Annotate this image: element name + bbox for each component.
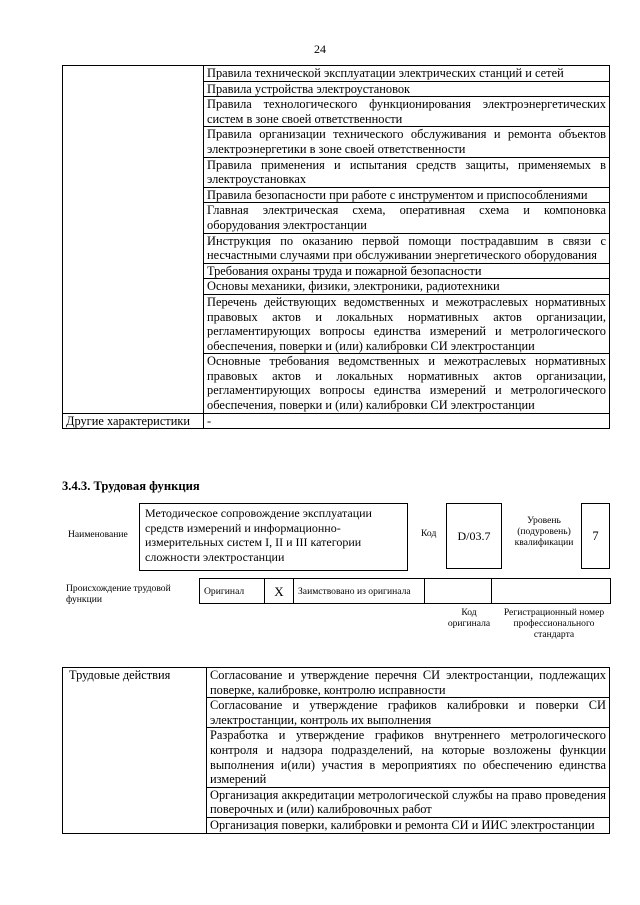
section-title: 3.4.3. Трудовая функция xyxy=(62,479,200,493)
registration-number-label: Регистрационный номер профессионального стандарта xyxy=(503,607,605,640)
qualification-level-label: Уровень (подуровень) квалификации xyxy=(514,515,574,548)
registration-number-cell xyxy=(492,579,611,604)
other-characteristics-value: - xyxy=(204,413,610,429)
qualification-level-box: 7 xyxy=(581,503,610,569)
origin-table xyxy=(199,578,611,604)
knowledge-table xyxy=(62,65,610,429)
other-characteristics-label: Другие характеристики xyxy=(63,413,204,429)
original-code-label: Код оригинала xyxy=(447,607,491,629)
table-row: Правила устройства электроустановок xyxy=(204,81,610,97)
page-number: 24 xyxy=(314,42,326,56)
original-label: Оригинал xyxy=(200,579,265,604)
table-row: Согласование и утверждение графиков калибровки и поверки СИ электростанции, контроль их выполнения xyxy=(207,698,610,728)
borrowed-label: Заимствовано из оригинала xyxy=(294,579,425,604)
original-code-cell xyxy=(425,579,492,604)
table-row: Правила безопасности при работе с инструментом и приспособлениями xyxy=(204,187,610,203)
original-mark: X xyxy=(265,579,294,604)
table-row: Правила технической эксплуатации электрических станций и сетей xyxy=(204,66,610,82)
table-row: Правила организации технического обслуживания и ремонта объектов электроэнергетики в зоне своей ответственности xyxy=(204,127,610,157)
label-cell-empty xyxy=(63,66,204,414)
table-row: Перечень действующих ведомственных и межотраслевых нормативных правовых актов и локальных нормативных актов организации, регламентирующих вопросы единства измерений и метрологического обеспечения, поверки и (или) калибровки СИ электростанции xyxy=(204,294,610,353)
name-label: Наименование xyxy=(68,529,128,540)
labor-actions-table xyxy=(62,667,610,834)
table-row: Разработка и утверждение графиков внутреннего метрологического контроля и надзора подразделений, на которые возложены функции выполнения и(или) участия в мероприятиях по обеспечению единства измерений xyxy=(207,728,610,787)
table-row: Организация аккредитации метрологической службы на право проведения поверочных и (или) калибровочных работ xyxy=(207,787,610,817)
table-row: Правила применения и испытания средств защиты, применяемых в электроустановках xyxy=(204,157,610,187)
function-name-box: Методическое сопровождение эксплуатации средств измерений и информационно-измерительных систем I, II и III категории сложности электростанции xyxy=(139,503,408,571)
table-row: Согласование и утверждение перечня СИ электростанции, подлежащих поверке, калибровке, контролю исправности xyxy=(207,668,610,698)
table-row: Требования охраны труда и пожарной безопасности xyxy=(204,263,610,279)
labor-actions-label: Трудовые действия xyxy=(63,668,207,834)
table-row: Главная электрическая схема, оперативная схема и компоновка оборудования электростанции xyxy=(204,203,610,233)
table-row: Основы механики, физики, электроники, радиотехники xyxy=(204,279,610,295)
table-row: Правила технологического функционирования электроэнергетических систем в зоне своей ответственности xyxy=(204,97,610,127)
code-label: Код xyxy=(421,528,437,539)
origin-label: Происхождение трудовой функции xyxy=(66,583,171,605)
function-code-box: D/03.7 xyxy=(446,503,502,569)
table-row: Инструкция по оказанию первой помощи пострадавшим в связи с несчастными случаями при обслуживании энергетического оборудования xyxy=(204,233,610,263)
table-row: Организация поверки, калибровки и ремонта СИ и ИИС электростанции xyxy=(207,817,610,833)
table-row: Основные требования ведомственных и межотраслевых нормативных правовых актов и локальных нормативных актов организации, регламентирующих вопросы единства измерений и метрологического обеспечения, поверки и (или) калибровки СИ электростанции xyxy=(204,354,610,413)
